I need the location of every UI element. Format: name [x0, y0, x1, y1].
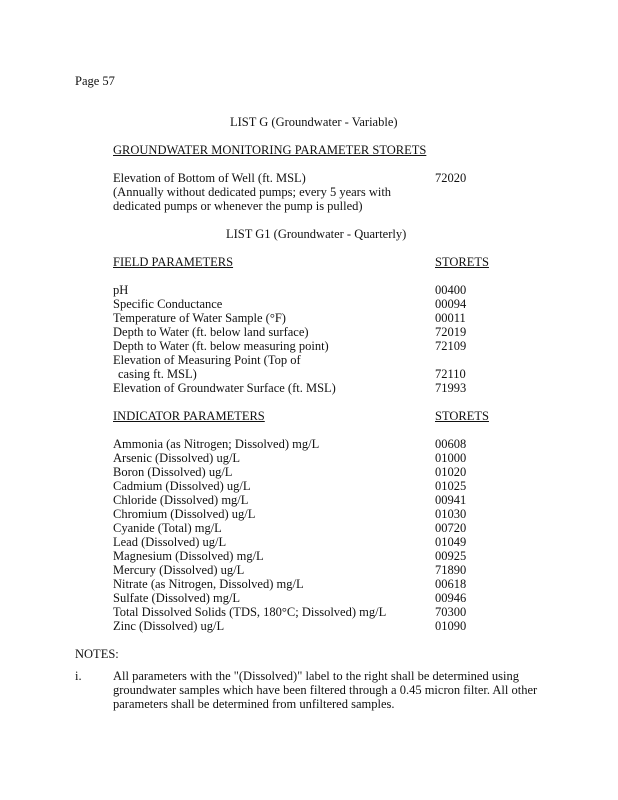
list-item-code: 00946: [435, 591, 467, 605]
list-item-code: 01000: [435, 451, 467, 465]
notes-line-3: parameters shall be determined from unfiltered samples.: [113, 697, 395, 711]
list-item: Elevation of Groundwater Surface (ft. MSL): [113, 381, 336, 395]
list-item: Total Dissolved Solids (TDS, 180°C; Dissolved) mg/L: [113, 605, 387, 619]
list-item: Zinc (Dissolved) ug/L: [113, 619, 225, 633]
list-item: Elevation of Measuring Point (Top of: [113, 353, 301, 367]
list-item: Specific Conductance: [113, 297, 223, 311]
field-parameters-heading: FIELD PARAMETERS: [113, 255, 234, 269]
list-item: casing ft. MSL): [118, 367, 197, 381]
field-storets-heading: STORETS: [435, 255, 489, 269]
list-item: pH: [113, 283, 129, 297]
gw-monitoring-heading: GROUNDWATER MONITORING PARAMETER STORETS: [113, 143, 427, 157]
list-item-code: 00618: [435, 577, 467, 591]
list-item: Chromium (Dissolved) ug/L: [113, 507, 256, 521]
list-item: Nitrate (as Nitrogen, Dissolved) mg/L: [113, 577, 304, 591]
indicator-parameters-heading: INDICATOR PARAMETERS: [113, 409, 265, 423]
list-item: Chloride (Dissolved) mg/L: [113, 493, 249, 507]
list-item-code: 00925: [435, 549, 467, 563]
list-item-code: 01025: [435, 479, 467, 493]
list-item: Depth to Water (ft. below measuring point): [113, 339, 329, 353]
list-item: Boron (Dissolved) ug/L: [113, 465, 233, 479]
page-number: Page 57: [75, 74, 115, 88]
elevation-bottom-line3: dedicated pumps or whenever the pump is pulled): [113, 199, 363, 213]
list-item-code: 00608: [435, 437, 467, 451]
notes-line-1: All parameters with the "(Dissolved)" label to the right shall be determined using: [113, 669, 519, 683]
list-item-code: 01049: [435, 535, 467, 549]
elevation-bottom-line2: (Annually without dedicated pumps; every 5 years with: [113, 185, 392, 199]
list-item: Cadmium (Dissolved) ug/L: [113, 479, 251, 493]
list-item-code: 72019: [435, 325, 467, 339]
list-item-code: 72109: [435, 339, 467, 353]
list-item-code: 71890: [435, 563, 467, 577]
list-item: Temperature of Water Sample (°F): [113, 311, 286, 325]
list-g-title: LIST G (Groundwater - Variable): [230, 115, 398, 129]
list-item: Cyanide (Total) mg/L: [113, 521, 222, 535]
list-item: Lead (Dissolved) ug/L: [113, 535, 227, 549]
list-item-code: 00094: [435, 297, 467, 311]
list-g1-title: LIST G1 (Groundwater - Quarterly): [226, 227, 407, 241]
list-item-code: 00011: [435, 311, 466, 325]
list-item-code: 00941: [435, 493, 467, 507]
notes-item-marker: i.: [75, 669, 82, 683]
list-item-code: 01030: [435, 507, 467, 521]
list-item: Magnesium (Dissolved) mg/L: [113, 549, 264, 563]
list-item-code: 00720: [435, 521, 467, 535]
elevation-bottom-code: 72020: [435, 171, 467, 185]
list-item-code: 70300: [435, 605, 467, 619]
list-item-code: 01090: [435, 619, 467, 633]
list-item-code: 72110: [435, 367, 466, 381]
elevation-bottom-line1: Elevation of Bottom of Well (ft. MSL): [113, 171, 306, 185]
list-item-code: 01020: [435, 465, 467, 479]
list-item: Arsenic (Dissolved) ug/L: [113, 451, 241, 465]
list-item: Ammonia (as Nitrogen; Dissolved) mg/L: [113, 437, 320, 451]
list-item-code: 71993: [435, 381, 467, 395]
notes-line-2: groundwater samples which have been filtered through a 0.45 micron filter. All other: [113, 683, 538, 697]
list-item: Depth to Water (ft. below land surface): [113, 325, 309, 339]
indicator-storets-heading: STORETS: [435, 409, 489, 423]
list-item: Mercury (Dissolved) ug/L: [113, 563, 245, 577]
notes-heading: NOTES:: [75, 647, 119, 661]
list-item: Sulfate (Dissolved) mg/L: [113, 591, 241, 605]
list-item-code: 00400: [435, 283, 467, 297]
